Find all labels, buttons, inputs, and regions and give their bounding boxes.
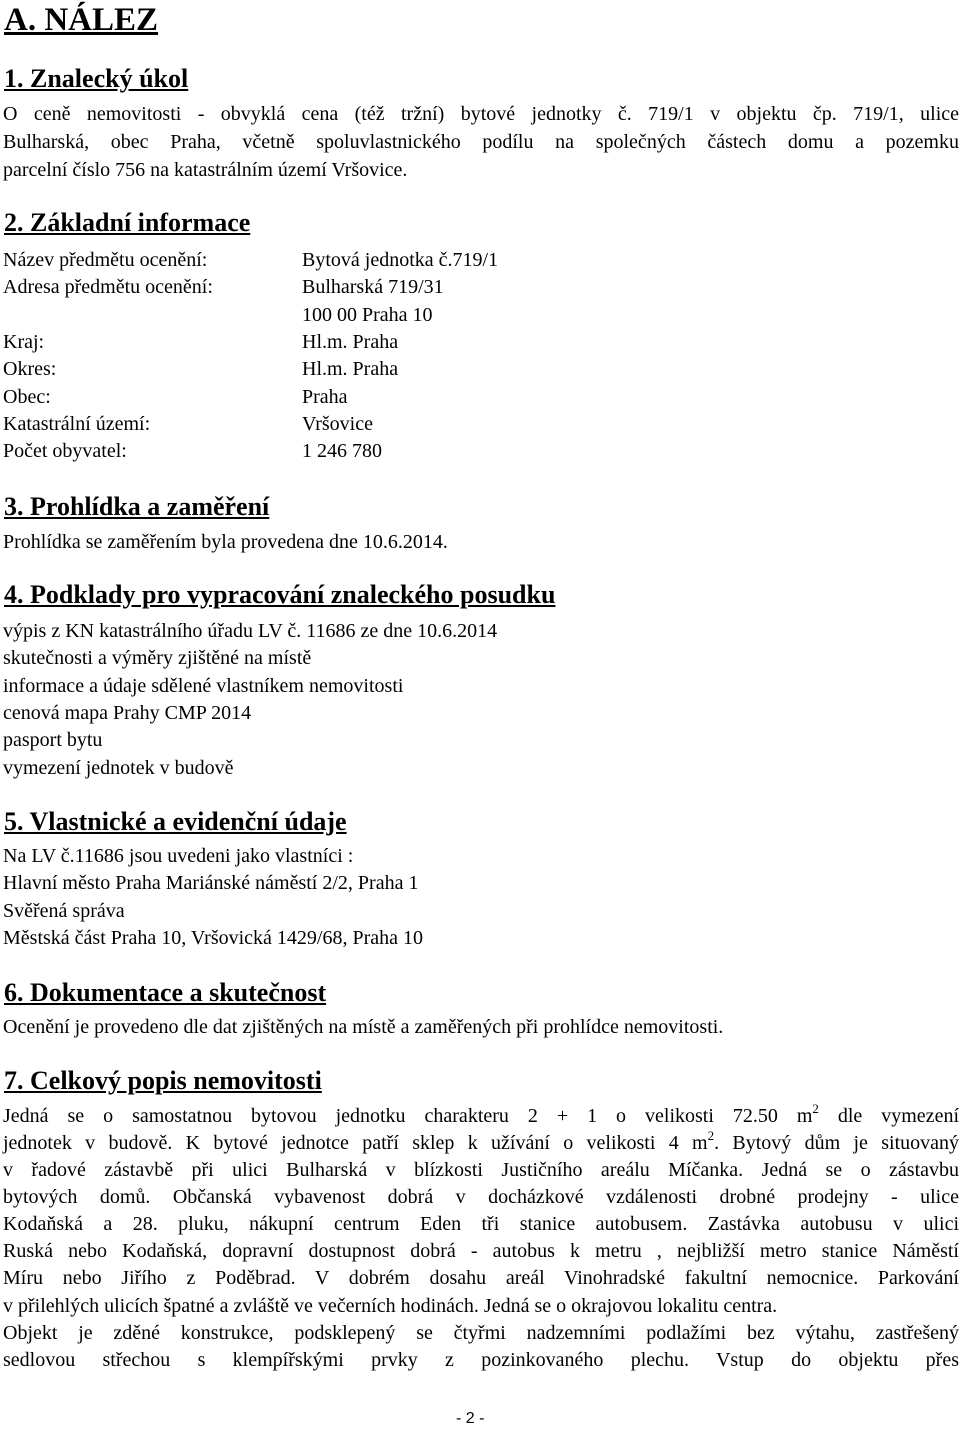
- ownership-line: Svěřená správa: [3, 900, 125, 922]
- source-list-item: skutečnosti a výměry zjištěné na místě: [3, 647, 312, 669]
- info-value-municipality: Praha: [302, 386, 348, 408]
- section-2-heading: 2. Základní informace: [4, 208, 251, 237]
- section-1-heading: 1. Znalecký úkol: [4, 64, 189, 93]
- description-text: jednotek v budově. K bytové jednotce patří sklep k užívání o velikosti 4 m: [3, 1132, 708, 1154]
- description-line: [3, 1101, 959, 1128]
- section-5-heading: 5. Vlastnické a evidenční údaje: [4, 807, 347, 836]
- description-line: bytových domů. Občanská vybavenost dobrá v docházkové vzdálenosti drobné prodejny - ulice: [3, 1186, 959, 1208]
- document-title: A. NÁLEZ: [4, 2, 159, 38]
- description-line: sedlovou střechou s klempířskými prvky z pozinkovaného plechu. Vstup do objektu přes: [3, 1349, 959, 1371]
- source-list-item: pasport bytu: [3, 729, 103, 751]
- section-1-text-line: O ceně nemovitosti - obvyklá cena (též tržní) bytové jednotky č. 719/1 v objektu čp. 719/1, ulice: [3, 103, 959, 125]
- description-line: Objekt je zděné konstrukce, podsklepený se čtyřmi nadzemními podlažími bez výtahu, zastřešený: [3, 1322, 959, 1344]
- description-text: Jedná se o samostatnou bytovou jednotku charakteru 2 + 1 o velikosti 72.50 m: [3, 1105, 813, 1127]
- section-6-heading: 6. Dokumentace a skutečnost: [4, 978, 327, 1007]
- source-list-item: informace a údaje sdělené vlastníkem nemovitosti: [3, 675, 404, 697]
- superscript: 2: [812, 1101, 819, 1117]
- info-label-municipality: Obec:: [3, 386, 51, 408]
- section-4-heading: 4. Podklady pro vypracování znaleckého posudku: [4, 580, 556, 609]
- description-line: Míru nebo Jiřího z Poděbrad. V dobrém dosahu areál Vinohradské fakultní nemocnice. Parkování: [3, 1267, 959, 1289]
- ownership-line: Městská část Praha 10, Vršovická 1429/68, Praha 10: [3, 927, 424, 949]
- info-label-region: Kraj:: [3, 331, 45, 353]
- info-value-cadastral-area: Vršovice: [302, 413, 373, 435]
- description-text: . Bytový dům je situovaný: [714, 1132, 959, 1154]
- info-value-subject: Bytová jednotka č.719/1: [302, 249, 499, 271]
- ownership-line: Hlavní město Praha Mariánské náměstí 2/2, Praha 1: [3, 872, 419, 894]
- info-value-population: 1 246 780: [302, 440, 382, 462]
- description-line: Ruská nebo Kodaňská, dopravní dostupnost dobrá - autobus k metru , nejbližší metro stanice Náměstí: [3, 1240, 959, 1262]
- source-list-item: cenová mapa Prahy CMP 2014: [3, 702, 252, 724]
- description-text: dle vymezení: [818, 1105, 959, 1127]
- source-list-item: výpis z KN katastrálního úřadu LV č. 11686 ze dne 10.6.2014: [3, 620, 498, 642]
- superscript: 2: [707, 1128, 715, 1144]
- description-line: v řadové zástavbě při ulici Bulharská v blízkosti Justičního areálu Míčanka. Jedná se o zástavbu: [3, 1159, 959, 1181]
- section-1-text-line: parcelní číslo 756 na katastrálním území Vršovice.: [3, 159, 408, 181]
- info-label-cadastral-area: Katastrální území:: [3, 413, 151, 435]
- info-label-address: Adresa předmětu ocenění:: [3, 276, 213, 298]
- section-6-text: Ocenění je provedeno dle dat zjištěných na místě a zaměřených při prohlídce nemovitosti.: [3, 1016, 724, 1038]
- section-1-text-line: Bulharská, obec Praha, včetně spoluvlastnického podílu na společných částech domu a pozemku: [3, 131, 959, 153]
- section-3-heading: 3. Prohlídka a zaměření: [4, 492, 270, 521]
- info-value-address: Bulharská 719/31: [302, 276, 444, 298]
- info-value-district: Hl.m. Praha: [302, 358, 399, 380]
- description-line: v přilehlých ulicích špatné a zvláště ve večerních hodinách. Jedná se o okrajovou lokalitu centra.: [3, 1295, 778, 1317]
- section-3-text: Prohlídka se zaměřením byla provedena dne 10.6.2014.: [3, 531, 448, 553]
- page-number: - 2 -: [456, 1410, 485, 1427]
- description-line: [3, 1128, 959, 1155]
- source-list-item: vymezení jednotek v budově: [3, 757, 234, 779]
- info-label-population: Počet obyvatel:: [3, 440, 127, 462]
- description-line: Kodaňská a 28. pluku, nákupní centrum Eden tři stanice autobusem. Zastávka autobusu v ulici: [3, 1213, 959, 1235]
- info-value-region: Hl.m. Praha: [302, 331, 399, 353]
- info-value-address-postal: 100 00 Praha 10: [302, 304, 433, 326]
- info-label-district: Okres:: [3, 358, 57, 380]
- section-7-heading: 7. Celkový popis nemovitosti: [4, 1066, 322, 1095]
- info-label-subject: Název předmětu ocenění:: [3, 249, 208, 271]
- ownership-line: Na LV č.11686 jsou uvedeni jako vlastníci :: [3, 845, 354, 867]
